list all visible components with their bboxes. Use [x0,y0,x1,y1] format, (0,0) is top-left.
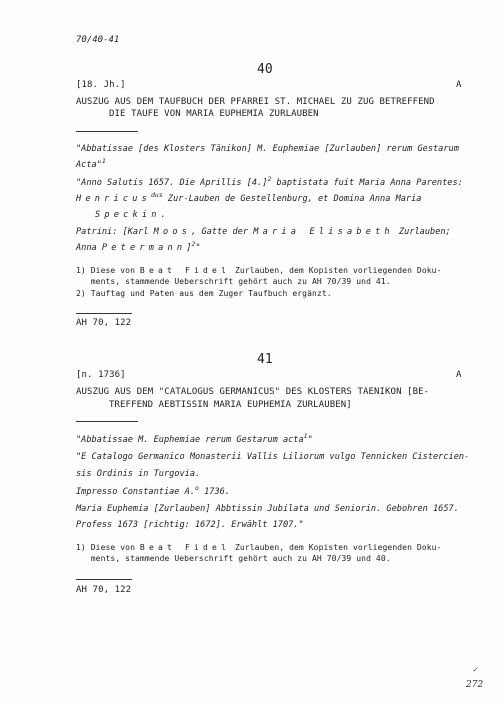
doc40-footnote1-cont: ments, stammende Ueberschrift gehört auch zu AH 70/39 und 41. [76,277,391,286]
doc41-text-line2: "E Catalogo Germanico Monasterii Vallis Liliorum vulgo Tennicken Cistercien- [76,452,470,462]
doc40-text-line1: "Abbatissae [des Klosters Tänikon] M. Euphemiae [Zurlauben] rerum Gestarum [76,144,459,154]
doc40-text-line5: Speckin. [95,210,170,220]
divider [76,131,138,132]
divider [76,421,138,422]
doc41-text-line3: sis Ordinis in Turgovia. [76,469,201,479]
doc41-footnote1-cont: ments, stammende Ueberschrift gehört auch zu AH 70/39 und 40. [76,554,391,563]
doc40-text-line3: "Anno Salutis 1657. Die Aprillis $[4.]^2$ baptistata fuit Maria Anna Parentes: [76,175,463,188]
doc41-text-line4: Impresso Constantiae A.$^o$ 1736. [76,484,230,497]
doc41-letter: A [456,370,462,380]
divider [76,313,132,314]
doc40-text-line7: Anna Petermann]$^2$" [76,240,201,253]
archive-reference: 70/40-41 [76,35,120,45]
doc41-title-line1: AUSZUG AUS DEM "CATALOGUS GERMANICUS" DES KLOSTERS TAENIKON [BE- [76,387,430,397]
doc41-date: [n. 1736] [76,370,126,380]
doc40-title-line2: DIE TAUFE VON MARIA EUPHEMIA ZURLAUBEN [109,109,319,119]
check-mark-icon: ✓ [472,666,478,674]
doc-number-41: 41 [257,352,273,367]
doc40-text-line4: Henricus$^{dus}$ Zur-Lauben de Gestellenburg, et Domina Anna Maria [76,191,422,204]
divider [76,579,132,580]
doc40-footnote2: 2) Tauftag und Paten aus dem Zuger Taufbuch ergänzt. [76,289,332,298]
doc41-text-line1: "Abbatissae M. Euphemiae rerum Gestarum acta$^1$" [76,432,313,445]
page-mark: 272 [466,680,484,690]
doc41-title-line2: TREFFEND AEBTISSIN MARIA EUPHEMIA ZURLAUBEN] [109,400,352,410]
doc41-text-line6: Profess 1673 [richtig: 1672]. Erwählt 1707." [76,520,304,530]
doc41-text-line5: Maria Euphemia [Zurlauben] Abbtissin Jubilata und Seniorin. Gebohren 1657. [76,504,459,514]
doc40-letter: A [456,80,462,90]
doc40-text-line2: Acta"$^1$ [76,157,106,170]
doc-number-40: 40 [257,62,273,77]
doc41-footnote1: 1) Diese von Beat Fidel Zurlauben, dem Kopisten vorliegenden Doku- [76,543,442,552]
doc40-text-line6: Patrini: [Karl Moos, Gatte der Maria Elisabeth Zurlauben; [76,227,451,237]
doc40-footnote1: 1) Diese von Beat Fidel Zurlauben, dem Kopisten vorliegenden Doku- [76,266,442,275]
doc41-signature: AH 70, 122 [76,585,132,595]
doc40-title-line1: AUSZUG AUS DEM TAUFBUCH DER PFARREI ST. MICHAEL ZU ZUG BETREFFEND [76,97,435,107]
doc40-signature: AH 70, 122 [76,318,132,328]
doc40-date: [18. Jh.] [76,80,126,90]
